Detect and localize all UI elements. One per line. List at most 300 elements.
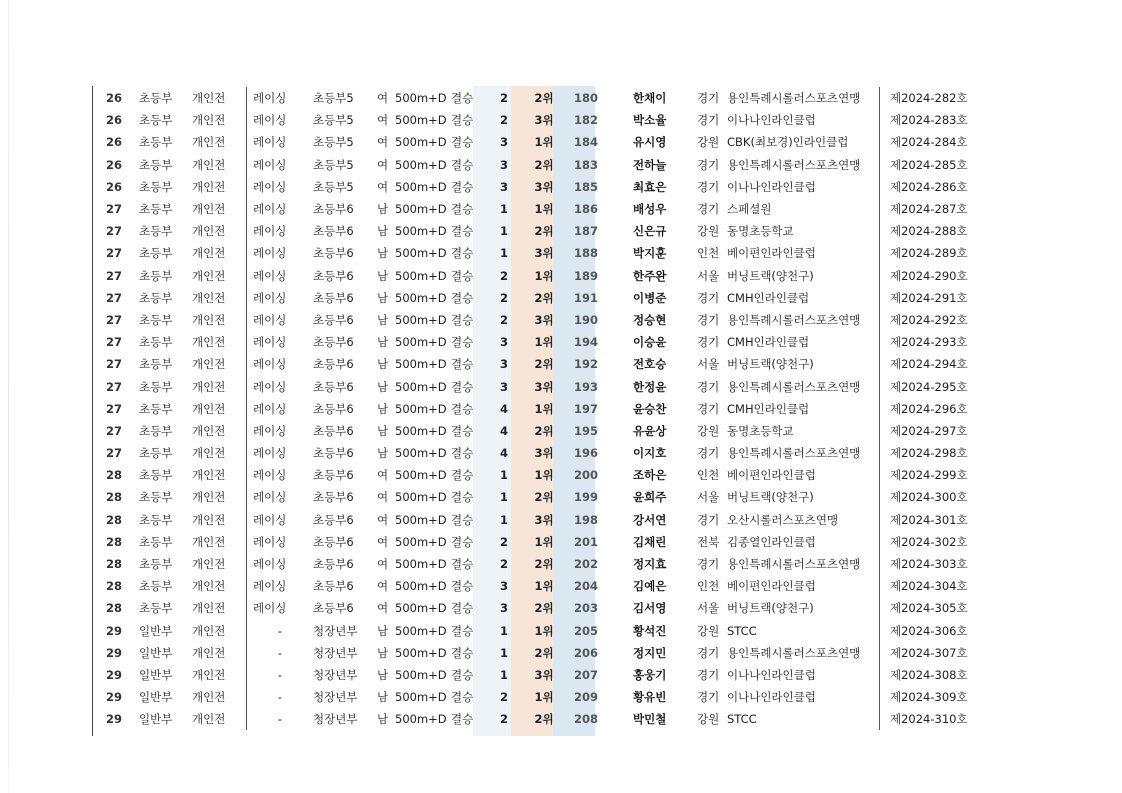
bib-number-cell: 208 — [573, 712, 598, 727]
gender-cell: 남 — [377, 290, 389, 305]
class-cell: 초등부6 — [313, 312, 354, 327]
heat-cell: 1 — [499, 224, 508, 239]
event-number: 26 — [105, 157, 122, 172]
stage-cell: 결승 — [451, 91, 474, 106]
distance-cell: 500m+D — [395, 601, 447, 616]
stage-cell: 결승 — [451, 645, 474, 660]
region-cell: 경기 — [697, 290, 720, 305]
heat-cell: 3 — [499, 135, 508, 150]
heat-cell: 1 — [499, 645, 508, 660]
table-row — [93, 597, 990, 619]
rank-cell: 1위 — [534, 468, 554, 483]
event-cell: 레이싱 — [247, 109, 314, 131]
spacer-cell — [607, 353, 633, 375]
heat-cell: 3 — [499, 157, 508, 172]
bib-number-cell: 193 — [573, 379, 598, 394]
certificate-number-cell: 제2024-305호 — [890, 601, 968, 616]
class-cell: 초등부6 — [313, 379, 354, 394]
bib-number-cell: 185 — [573, 179, 598, 194]
entry-type-cell: 개인전 — [192, 597, 247, 619]
division-cell: 초등부 — [139, 357, 173, 372]
table-row — [93, 708, 990, 730]
heat-cell: 1 — [499, 667, 508, 682]
club-cell: 이나나인라인클럽 — [727, 686, 880, 708]
spacer-cell — [607, 442, 633, 464]
event-cell: - — [247, 686, 314, 708]
class-cell: 초등부6 — [313, 601, 354, 616]
rank-cell: 1위 — [534, 268, 554, 283]
table-row — [93, 220, 990, 242]
stage-cell: 결승 — [451, 135, 474, 150]
entry-type-cell: 개인전 — [192, 575, 247, 597]
rank-cell: 2위 — [534, 91, 554, 106]
region-cell: 경기 — [697, 335, 720, 350]
heat-cell: 1 — [499, 468, 508, 483]
event-number: 26 — [105, 113, 122, 128]
region-cell: 경기 — [697, 401, 720, 416]
table-row — [93, 154, 990, 176]
results-table — [93, 87, 990, 730]
gender-cell: 남 — [377, 690, 389, 705]
rank-cell: 2위 — [534, 712, 554, 727]
region-cell: 인천 — [697, 468, 720, 483]
table-row — [93, 198, 990, 220]
event-number: 27 — [105, 423, 122, 438]
event-cell: 레이싱 — [247, 398, 314, 420]
athlete-name-cell: 신은규 — [633, 224, 667, 239]
event-number: 27 — [105, 290, 122, 305]
athlete-name-cell: 이지호 — [633, 446, 667, 461]
region-cell: 경기 — [697, 202, 720, 217]
table-row — [93, 620, 990, 642]
table-row — [93, 265, 990, 287]
table-row — [93, 509, 990, 531]
stage-cell: 결승 — [451, 712, 474, 727]
entry-type-cell: 개인전 — [192, 708, 247, 730]
gender-cell: 여 — [377, 468, 389, 483]
entry-type-cell: 개인전 — [192, 509, 247, 531]
table-row — [93, 353, 990, 375]
division-cell: 초등부 — [139, 468, 173, 483]
bib-number-cell: 183 — [573, 157, 598, 172]
table-row — [93, 642, 990, 664]
gender-cell: 여 — [377, 157, 389, 172]
bib-number-cell: 207 — [573, 667, 598, 682]
distance-cell: 500m+D — [395, 468, 447, 483]
division-cell: 초등부 — [139, 423, 173, 438]
certificate-number-cell: 제2024-309호 — [890, 690, 968, 705]
entry-type-cell: 개인전 — [192, 398, 247, 420]
division-cell: 초등부 — [139, 557, 173, 572]
club-cell: 용인특례시롤러스포츠연맹 — [727, 642, 880, 664]
gender-cell: 남 — [377, 202, 389, 217]
event-number: 27 — [105, 357, 122, 372]
region-cell: 경기 — [697, 557, 720, 572]
entry-type-cell: 개인전 — [192, 331, 247, 353]
athlete-name-cell: 최효은 — [633, 179, 667, 194]
table-row — [93, 331, 990, 353]
club-cell: 용인특례시롤러스포츠연맹 — [727, 375, 880, 397]
spacer-cell — [607, 686, 633, 708]
spacer-cell — [607, 553, 633, 575]
event-number: 26 — [105, 91, 122, 106]
event-number: 26 — [105, 135, 122, 150]
bib-number-cell: 195 — [573, 423, 598, 438]
bib-number-cell: 209 — [573, 690, 598, 705]
entry-type-cell: 개인전 — [192, 309, 247, 331]
club-cell: 버닝트랙(양천구) — [727, 353, 880, 375]
class-cell: 초등부5 — [313, 179, 354, 194]
bib-number-cell: 199 — [573, 490, 598, 505]
entry-type-cell: 개인전 — [192, 220, 247, 242]
certificate-number-cell: 제2024-302호 — [890, 534, 968, 549]
stage-cell: 결승 — [451, 690, 474, 705]
event-number: 27 — [105, 379, 122, 394]
heat-cell: 3 — [499, 357, 508, 372]
results-table-body — [93, 87, 990, 730]
gender-cell: 남 — [377, 401, 389, 416]
rank-cell: 2위 — [534, 557, 554, 572]
gender-cell: 여 — [377, 601, 389, 616]
bib-number-cell: 182 — [573, 113, 598, 128]
event-cell: 레이싱 — [247, 509, 314, 531]
region-cell: 경기 — [697, 667, 720, 682]
certificate-number-cell: 제2024-284호 — [890, 135, 968, 150]
spacer-cell — [607, 620, 633, 642]
table-row — [93, 87, 990, 109]
gender-cell: 남 — [377, 335, 389, 350]
event-number: 28 — [105, 557, 122, 572]
event-cell: 레이싱 — [247, 442, 314, 464]
athlete-name-cell: 이병준 — [633, 290, 667, 305]
division-cell: 초등부 — [139, 534, 173, 549]
club-cell: STCC — [727, 620, 880, 642]
stage-cell: 결승 — [451, 224, 474, 239]
distance-cell: 500m+D — [395, 667, 447, 682]
event-cell: 레이싱 — [247, 531, 314, 553]
spacer-cell — [607, 198, 633, 220]
spacer-cell — [607, 309, 633, 331]
certificate-number-cell: 제2024-308호 — [890, 667, 968, 682]
region-cell: 경기 — [697, 113, 720, 128]
spacer-cell — [607, 109, 633, 131]
gender-cell: 여 — [377, 579, 389, 594]
rank-cell: 1위 — [534, 534, 554, 549]
bib-number-cell: 186 — [573, 202, 598, 217]
class-cell: 청장년부 — [313, 690, 358, 705]
gender-cell: 남 — [377, 268, 389, 283]
gender-cell: 남 — [377, 224, 389, 239]
certificate-number-cell: 제2024-295호 — [890, 379, 968, 394]
athlete-name-cell: 전호승 — [633, 357, 667, 372]
heat-cell: 1 — [499, 490, 508, 505]
certificate-number-cell: 제2024-293호 — [890, 335, 968, 350]
club-cell: 이나나인라인클럽 — [727, 109, 880, 131]
rank-cell: 1위 — [534, 135, 554, 150]
event-number: 27 — [105, 268, 122, 283]
athlete-name-cell: 한정윤 — [633, 379, 667, 394]
spacer-cell — [607, 375, 633, 397]
event-number: 26 — [105, 179, 122, 194]
event-cell: 레이싱 — [247, 198, 314, 220]
certificate-number-cell: 제2024-285호 — [890, 157, 968, 172]
rank-cell: 2위 — [534, 645, 554, 660]
division-cell: 초등부 — [139, 379, 173, 394]
athlete-name-cell: 한주완 — [633, 268, 667, 283]
distance-cell: 500m+D — [395, 645, 447, 660]
gender-cell: 여 — [377, 113, 389, 128]
event-cell: 레이싱 — [247, 287, 314, 309]
club-cell: 버닝트랙(양천구) — [727, 597, 880, 619]
bib-number-cell: 194 — [573, 335, 598, 350]
club-cell: 베이편인라인클럽 — [727, 464, 880, 486]
region-cell: 강원 — [697, 623, 720, 638]
division-cell: 초등부 — [139, 202, 173, 217]
entry-type-cell: 개인전 — [192, 375, 247, 397]
heat-cell: 4 — [499, 401, 508, 416]
spacer-cell — [607, 420, 633, 442]
distance-cell: 500m+D — [395, 690, 447, 705]
division-cell: 초등부 — [139, 579, 173, 594]
spacer-cell — [607, 242, 633, 264]
region-cell: 경기 — [697, 690, 720, 705]
distance-cell: 500m+D — [395, 579, 447, 594]
rank-cell: 1위 — [534, 202, 554, 217]
region-cell: 경기 — [697, 645, 720, 660]
entry-type-cell: 개인전 — [192, 642, 247, 664]
class-cell: 초등부6 — [313, 446, 354, 461]
athlete-name-cell: 윤희주 — [633, 490, 667, 505]
class-cell: 초등부5 — [313, 135, 354, 150]
stage-cell: 결승 — [451, 202, 474, 217]
stage-cell: 결승 — [451, 468, 474, 483]
heat-cell: 1 — [499, 623, 508, 638]
class-cell: 초등부5 — [313, 91, 354, 106]
bib-number-cell: 201 — [573, 534, 598, 549]
stage-cell: 결승 — [451, 490, 474, 505]
region-cell: 서울 — [697, 357, 720, 372]
event-number: 27 — [105, 224, 122, 239]
distance-cell: 500m+D — [395, 135, 447, 150]
entry-type-cell: 개인전 — [192, 198, 247, 220]
athlete-name-cell: 정승현 — [633, 312, 667, 327]
distance-cell: 500m+D — [395, 623, 447, 638]
athlete-name-cell: 유시영 — [633, 135, 667, 150]
region-cell: 경기 — [697, 157, 720, 172]
division-cell: 초등부 — [139, 268, 173, 283]
distance-cell: 500m+D — [395, 290, 447, 305]
table-row — [93, 287, 990, 309]
division-cell: 초등부 — [139, 601, 173, 616]
division-cell: 일반부 — [139, 623, 173, 638]
event-cell: 레이싱 — [247, 486, 314, 508]
event-number: 28 — [105, 534, 122, 549]
table-row — [93, 242, 990, 264]
event-cell: 레이싱 — [247, 375, 314, 397]
distance-cell: 500m+D — [395, 113, 447, 128]
distance-cell: 500m+D — [395, 224, 447, 239]
table-row — [93, 531, 990, 553]
region-cell: 경기 — [697, 179, 720, 194]
rank-cell: 2위 — [534, 290, 554, 305]
certificate-number-cell: 제2024-296호 — [890, 401, 968, 416]
gender-cell: 여 — [377, 512, 389, 527]
certificate-number-cell: 제2024-290호 — [890, 268, 968, 283]
rank-cell: 2위 — [534, 423, 554, 438]
bib-number-cell: 190 — [573, 312, 598, 327]
athlete-name-cell: 강서연 — [633, 512, 667, 527]
rank-cell: 3위 — [534, 512, 554, 527]
table-row — [93, 553, 990, 575]
event-cell: 레이싱 — [247, 176, 314, 198]
event-cell: 레이싱 — [247, 464, 314, 486]
stage-cell: 결승 — [451, 401, 474, 416]
event-number: 29 — [105, 645, 122, 660]
certificate-number-cell: 제2024-287호 — [890, 202, 968, 217]
entry-type-cell: 개인전 — [192, 109, 247, 131]
table-row — [93, 664, 990, 686]
gender-cell: 여 — [377, 135, 389, 150]
athlete-name-cell: 황석진 — [633, 623, 667, 638]
stage-cell: 결승 — [451, 157, 474, 172]
bib-number-cell: 198 — [573, 512, 598, 527]
spacer-cell — [607, 87, 633, 109]
class-cell: 초등부6 — [313, 468, 354, 483]
stage-cell: 결승 — [451, 268, 474, 283]
division-cell: 초등부 — [139, 312, 173, 327]
heat-cell: 2 — [499, 113, 508, 128]
division-cell: 초등부 — [139, 512, 173, 527]
rank-cell: 2위 — [534, 157, 554, 172]
gender-cell: 여 — [377, 490, 389, 505]
division-cell: 초등부 — [139, 401, 173, 416]
division-cell: 일반부 — [139, 712, 173, 727]
entry-type-cell: 개인전 — [192, 553, 247, 575]
club-cell: 베이편인라인클럽 — [727, 575, 880, 597]
spacer-cell — [607, 531, 633, 553]
event-cell: - — [247, 664, 314, 686]
bib-number-cell: 189 — [573, 268, 598, 283]
club-cell: CMH인라인클럽 — [727, 398, 880, 420]
spacer-cell — [607, 575, 633, 597]
spacer-cell — [607, 176, 633, 198]
event-number: 29 — [105, 667, 122, 682]
region-cell: 강원 — [697, 224, 720, 239]
heat-cell: 2 — [499, 268, 508, 283]
bib-number-cell: 180 — [573, 91, 598, 106]
rank-cell: 1위 — [534, 579, 554, 594]
gender-cell: 여 — [377, 534, 389, 549]
entry-type-cell: 개인전 — [192, 287, 247, 309]
gender-cell: 남 — [377, 423, 389, 438]
stage-cell: 결승 — [451, 667, 474, 682]
club-cell: CBK(최보경)인라인클럽 — [727, 131, 880, 153]
certificate-number-cell: 제2024-299호 — [890, 468, 968, 483]
division-cell: 초등부 — [139, 179, 173, 194]
bib-number-cell: 187 — [573, 224, 598, 239]
event-number: 29 — [105, 690, 122, 705]
region-cell: 경기 — [697, 446, 720, 461]
stage-cell: 결승 — [451, 246, 474, 261]
spacer-cell — [607, 664, 633, 686]
spacer-cell — [607, 287, 633, 309]
bib-number-cell: 202 — [573, 557, 598, 572]
athlete-name-cell: 유윤상 — [633, 423, 667, 438]
heat-cell: 2 — [499, 557, 508, 572]
rank-cell: 3위 — [534, 113, 554, 128]
club-cell: 용인특례시롤러스포츠연맹 — [727, 87, 880, 109]
certificate-number-cell: 제2024-297호 — [890, 423, 968, 438]
division-cell: 초등부 — [139, 490, 173, 505]
spacer-cell — [607, 642, 633, 664]
spacer-cell — [607, 154, 633, 176]
certificate-number-cell: 제2024-300호 — [890, 490, 968, 505]
athlete-name-cell: 홍웅기 — [633, 667, 667, 682]
gender-cell: 여 — [377, 179, 389, 194]
bib-number-cell: 184 — [573, 135, 598, 150]
distance-cell: 500m+D — [395, 157, 447, 172]
class-cell: 청장년부 — [313, 667, 358, 682]
event-number: 27 — [105, 246, 122, 261]
heat-cell: 1 — [499, 246, 508, 261]
distance-cell: 500m+D — [395, 335, 447, 350]
entry-type-cell: 개인전 — [192, 176, 247, 198]
event-number: 27 — [105, 202, 122, 217]
athlete-name-cell: 김채린 — [633, 534, 667, 549]
rank-cell: 1위 — [534, 335, 554, 350]
athlete-name-cell: 황유빈 — [633, 690, 667, 705]
club-cell: 오산시롤러스포츠연맹 — [727, 509, 880, 531]
region-cell: 경기 — [697, 512, 720, 527]
certificate-number-cell: 제2024-286호 — [890, 179, 968, 194]
spacer-cell — [607, 597, 633, 619]
entry-type-cell: 개인전 — [192, 486, 247, 508]
bib-number-cell: 200 — [573, 468, 598, 483]
stage-cell: 결승 — [451, 113, 474, 128]
distance-cell: 500m+D — [395, 557, 447, 572]
class-cell: 초등부6 — [313, 557, 354, 572]
bib-number-cell: 205 — [573, 623, 598, 638]
rank-cell: 3위 — [534, 667, 554, 682]
region-cell: 인천 — [697, 246, 720, 261]
event-cell: 레이싱 — [247, 87, 314, 109]
stage-cell: 결승 — [451, 534, 474, 549]
event-cell: - — [247, 708, 314, 730]
bib-number-cell: 191 — [573, 290, 598, 305]
region-cell: 강원 — [697, 712, 720, 727]
event-cell: 레이싱 — [247, 242, 314, 264]
stage-cell: 결승 — [451, 579, 474, 594]
division-cell: 초등부 — [139, 290, 173, 305]
entry-type-cell: 개인전 — [192, 620, 247, 642]
distance-cell: 500m+D — [395, 179, 447, 194]
region-cell: 경기 — [697, 312, 720, 327]
heat-cell: 2 — [499, 690, 508, 705]
certificate-number-cell: 제2024-291호 — [890, 290, 968, 305]
stage-cell: 결승 — [451, 312, 474, 327]
event-cell: 레이싱 — [247, 131, 314, 153]
distance-cell: 500m+D — [395, 202, 447, 217]
distance-cell: 500m+D — [395, 446, 447, 461]
division-cell: 초등부 — [139, 135, 173, 150]
club-cell: 동명초등학교 — [727, 420, 880, 442]
certificate-number-cell: 제2024-310호 — [890, 712, 968, 727]
certificate-number-cell: 제2024-301호 — [890, 512, 968, 527]
club-cell: CMH인라인클럽 — [727, 287, 880, 309]
class-cell: 초등부6 — [313, 512, 354, 527]
gender-cell: 남 — [377, 312, 389, 327]
distance-cell: 500m+D — [395, 312, 447, 327]
